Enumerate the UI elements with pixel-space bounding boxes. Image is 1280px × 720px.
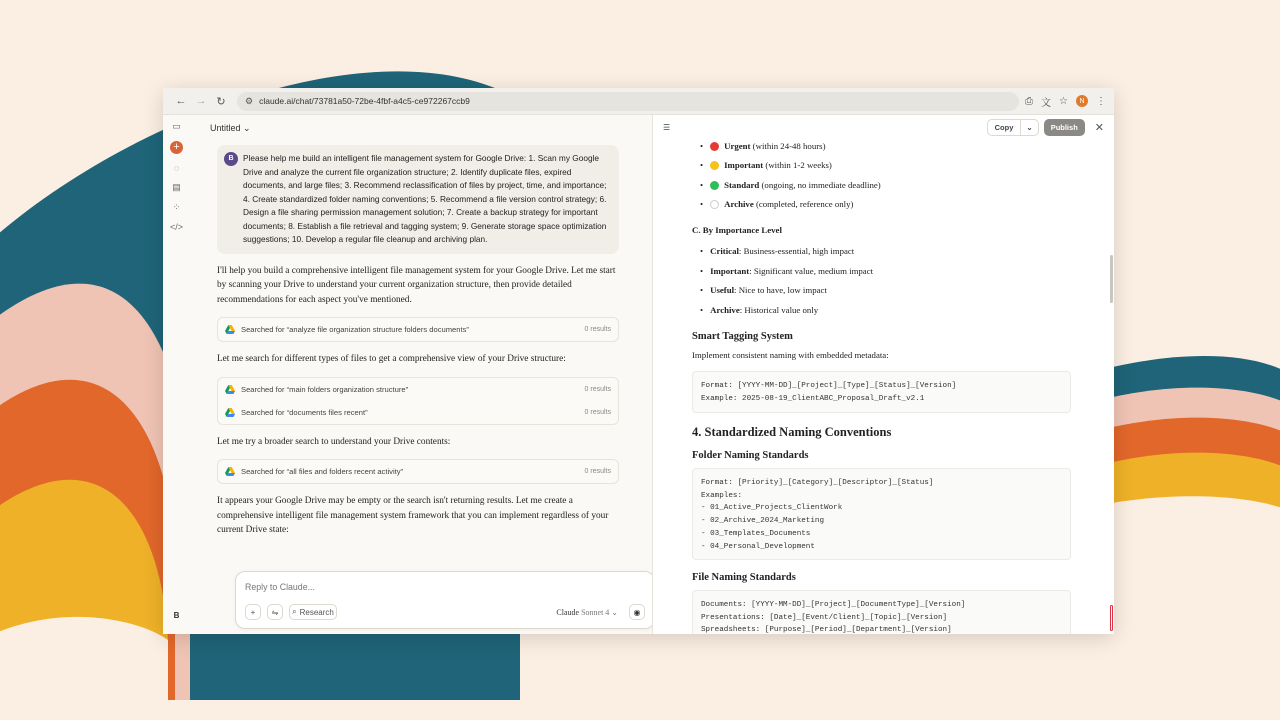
forward-icon[interactable]: → xyxy=(195,95,207,107)
chevron-down-icon: ⌄ xyxy=(611,608,618,617)
chevron-down-icon: ⌄ xyxy=(243,123,251,133)
artifact-panel xyxy=(652,115,1114,634)
list-item xyxy=(700,285,827,295)
code-icon[interactable]: </> xyxy=(169,222,183,232)
list-item-desc: (ongoing, no immediate deadline) xyxy=(759,180,881,190)
translate-icon[interactable]: 文 xyxy=(1041,97,1052,109)
message-list xyxy=(217,145,619,548)
list-item-label: • Critical xyxy=(710,246,739,256)
chat-title-button[interactable] xyxy=(210,123,251,134)
search-result-count: 0 results xyxy=(584,326,611,333)
section-heading: C. By Importance Level xyxy=(692,225,782,235)
artifact-scrollbar[interactable] xyxy=(1110,255,1113,303)
chat-search-icon[interactable]: ◌ xyxy=(173,163,180,173)
reload-icon[interactable]: ↻ xyxy=(216,95,226,108)
tool-call-box[interactable] xyxy=(217,459,619,484)
google-drive-icon xyxy=(225,385,235,394)
list-item-desc: : Nice to have, low impact xyxy=(734,285,827,295)
search-query: Searched for “all files and folders recent activity” xyxy=(241,467,404,476)
assistant-message: Let me search for different types of files to get a comprehensive view of your Drive structure: xyxy=(217,354,566,364)
assistant-message: I'll help you build a comprehensive intelligent file management system for your Google Drive. Let me start by scanning your Drive to understand your current organization structure, then provide detailed recommendations for each aspect you've mentioned. xyxy=(217,265,616,305)
user-message-text: Please help me build an intelligent file management system for Google Drive: 1. Scan my Google Drive and analyze the current file organization structure; 2. Identify duplicate files, expired documents, and large files; 3. Recommend reclassification of files by project, time, and importance; 4. Create standardized folder naming conventions; 5. Recommend a file version control strategy; 6. Design a file sharing permission management solution; 7. Create a backup strategy for important documents; 8. Establish a file retrieval and tagging system; 9. Generate storage space optimization suggestions; 10. Develop a regular file cleanup and archiving plan. xyxy=(243,153,607,244)
menu-dots-icon[interactable]: ⋮ xyxy=(1096,95,1106,107)
model-selector[interactable] xyxy=(556,608,618,617)
section-heading: Folder Naming Standards xyxy=(692,450,809,461)
search-query: Searched for “main folders organization structure” xyxy=(241,384,409,394)
list-item xyxy=(700,180,881,190)
profile-avatar[interactable]: N xyxy=(1076,95,1088,107)
google-drive-icon xyxy=(225,467,235,476)
section-heading: 4. Standardized Naming Conventions xyxy=(692,425,892,439)
list-item xyxy=(700,305,818,315)
model-name: Claude xyxy=(556,608,580,617)
site-settings-icon[interactable]: ⚙ xyxy=(245,95,254,106)
artifacts-icon[interactable]: ⁘ xyxy=(172,202,181,212)
chat-panel xyxy=(190,115,650,634)
list-item-desc: (within 24-48 hours) xyxy=(750,141,826,151)
google-drive-icon xyxy=(225,325,235,334)
copy-button[interactable] xyxy=(987,119,1039,136)
attach-plus-icon[interactable]: + xyxy=(245,604,261,620)
section-heading: Smart Tagging System xyxy=(692,331,793,342)
list-item-desc: (completed, reference only) xyxy=(753,199,854,209)
research-label: Research xyxy=(299,607,334,617)
code-block: Format: [Priority]_[Category]_[Descriptor]_[Status] Examples: - 01_Active_Projects_ClientWork - 02_Archive_2024_Marketing - 03_Templates_Documents - 04_Personal_Development xyxy=(692,468,1071,560)
reply-input[interactable]: Reply to Claude... xyxy=(245,582,315,592)
user-message-avatar: B xyxy=(224,152,238,166)
artifact-header xyxy=(653,115,1114,140)
search-result-row[interactable] xyxy=(218,378,618,401)
back-icon[interactable]: ← xyxy=(175,95,187,107)
reply-composer[interactable] xyxy=(235,571,655,629)
list-item xyxy=(700,160,832,170)
green-circle-icon xyxy=(710,181,719,190)
chevron-down-icon[interactable]: ⌄ xyxy=(1026,123,1033,132)
close-icon[interactable]: ✕ xyxy=(1094,122,1104,134)
left-rail xyxy=(163,115,190,634)
code-block: Documents: [YYYY-MM-DD]_[Project]_[DocumentType]_[Version] Presentations: [Date]_[Event/Client]_[Topic]_[Version] Spreadsheets: [Purpose]_[Period]_[Department]_[Version] xyxy=(692,590,1071,634)
copy-label[interactable]: Copy xyxy=(988,120,1022,135)
assistant-message: Let me try a broader search to understand your Drive contents: xyxy=(217,436,451,447)
search-query: Searched for “analyze file organization structure folders documents” xyxy=(241,325,469,334)
list-item-label: • Archive xyxy=(710,305,740,315)
tools-sliders-icon[interactable]: ⇋ xyxy=(267,604,283,620)
research-button[interactable] xyxy=(289,604,337,620)
list-item xyxy=(700,141,826,151)
chat-title: Untitled xyxy=(210,123,241,133)
research-icon: ⌕ xyxy=(292,607,297,616)
search-result-count: 0 results xyxy=(584,408,611,416)
user-avatar[interactable]: B xyxy=(173,611,180,620)
list-item-label: • Useful xyxy=(710,285,735,295)
search-result-row[interactable] xyxy=(218,318,618,341)
paragraph: Implement consistent naming with embedded metadata: xyxy=(692,350,889,360)
list-item-label: • Important xyxy=(710,266,750,276)
assistant-message: It appears your Google Drive may be empty or the search isn't returning results. Let me create a comprehensive intelligent file management system framework that you can implement regardless of your current Drive state: xyxy=(217,496,609,535)
list-item xyxy=(700,246,854,256)
list-item-label: • Standard xyxy=(724,180,760,190)
search-result-row[interactable] xyxy=(218,460,618,483)
voice-mode-icon[interactable]: ◉ xyxy=(629,604,645,620)
list-item-label: • Archive xyxy=(724,199,754,209)
user-message xyxy=(217,145,619,254)
projects-icon[interactable]: ▤ xyxy=(172,182,181,192)
browser-window xyxy=(163,88,1114,634)
search-result-row[interactable] xyxy=(218,401,618,424)
bookmark-star-icon[interactable]: ☆ xyxy=(1059,95,1068,107)
yellow-circle-icon xyxy=(710,161,719,170)
outline-list-icon[interactable]: ☰ xyxy=(663,123,671,132)
search-query: Searched for “documents files recent” xyxy=(241,407,368,417)
list-item-desc: : Historical value only xyxy=(739,305,819,315)
red-circle-icon xyxy=(710,142,719,151)
google-drive-icon xyxy=(225,408,235,417)
code-block: Format: [YYYY-MM-DD]_[Project]_[Type]_[Status]_[Version] Example: 2025-08-19_ClientABC_Proposal_Draft_v2.1 xyxy=(692,371,1071,413)
section-heading: File Naming Standards xyxy=(692,572,796,583)
list-item-desc: : Significant value, medium impact xyxy=(749,266,874,276)
new-chat-icon[interactable]: + xyxy=(170,141,183,154)
white-circle-icon xyxy=(710,200,719,209)
list-item-label: • Urgent xyxy=(724,141,751,151)
list-item xyxy=(700,266,873,276)
list-item-desc: (within 1-2 weeks) xyxy=(763,160,832,170)
scroll-indicator xyxy=(1110,605,1113,631)
model-version: Sonnet 4 xyxy=(581,608,610,617)
search-result-count: 0 results xyxy=(584,468,611,475)
list-item xyxy=(700,199,853,209)
address-bar[interactable] xyxy=(237,92,1019,111)
tool-call-box[interactable] xyxy=(217,317,619,342)
list-item-label: • Important xyxy=(724,160,764,170)
list-item-desc: : Business-essential, high impact xyxy=(738,246,855,256)
search-result-count: 0 results xyxy=(584,385,611,393)
browser-toolbar xyxy=(163,88,1114,115)
sidebar-toggle-icon[interactable]: ▭ xyxy=(172,121,181,131)
install-app-icon[interactable]: ⎙ xyxy=(1025,95,1034,107)
url-text: claude.ai/chat/73781a50-72be-4fbf-a4c5-ce972267ccb9 xyxy=(259,96,470,106)
tool-call-box[interactable] xyxy=(217,377,619,425)
publish-button[interactable]: Publish xyxy=(1044,119,1085,136)
